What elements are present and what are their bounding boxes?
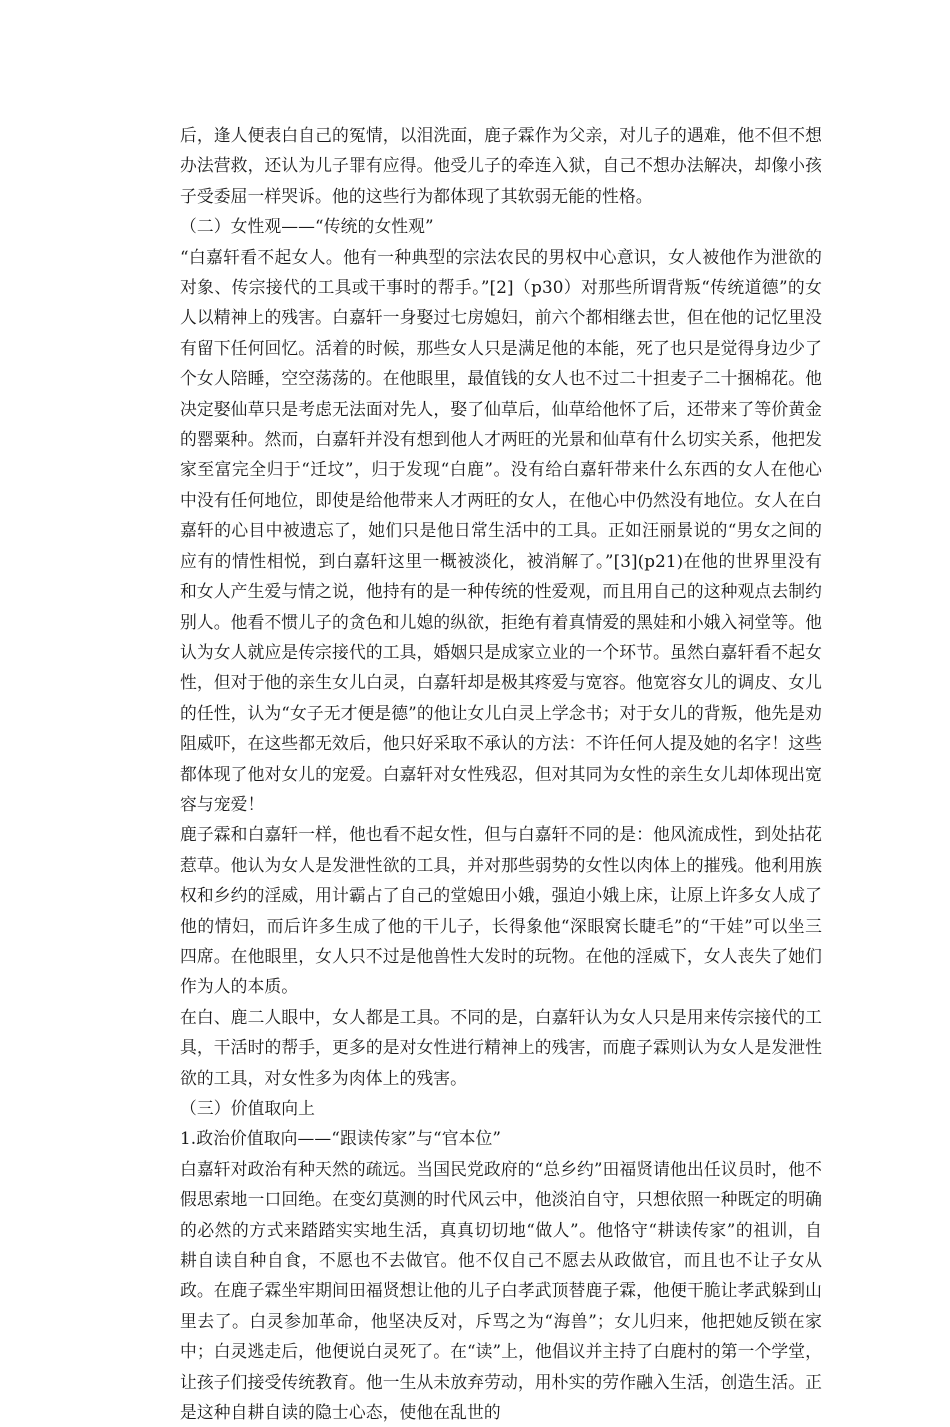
subsection-heading-political: 1.政治价值取向——“跟读传家”与“官本位” [180, 1128, 502, 1149]
section-heading-womens-view: （二）女性观——“传统的女性观” [180, 216, 434, 237]
paragraph-bai-jiaxuan-women: “白嘉轩看不起女人。他有一种典型的宗法农民的男权中心意识，女人被他作为泄欲的对象、传宗接代的工具或干事时的帮手。”[2]（p30）对那些所谓背叛“传统道德”的女人以精神上的残害。白嘉轩一身娶过七房媳妇，前六个都相继去世，但在他的记忆里没有留下任何回忆。活着的时候，那些女人只是满足他的本能，死了也只是觉得身边少了个女人陪睡，空空荡荡的。在他眼里，最值钱的女人也不过二十担麦子二十捆棉花。他决定娶仙草只是考虑无法面对先人，娶了仙草后，仙草给他怀了后，还带来了等价黄金的罂粟种。然而，白嘉轩并没有想到他人才两旺的光景和仙草有什么切实关系，他把发家至富完全归于“迁坟”，归于发现“白鹿”。没有给白嘉轩带来什么东西的女人在他心中没有任何地位，即使是给他带来人才两旺的女人，在他心中仍然没有地位。女人在白嘉轩的心目中被遗忘了，她们只是他日常生活中的工具。正如汪丽景说的“男女之间的应有的情性相悦，到白嘉轩这里一概被淡化，被消解了。”[3](p21)在他的世界里没有和女人产生爱与情之说，他持有的是一种传统的性爱观，而且用自己的这种观点去制约别人。他看不惯儿子的贪色和儿媳的纵欲，拒绝有着真情爱的黑娃和小娥入祠堂等。他认为女人就应是传宗接代的工具，婚姻只是成家立业的一个环节。虽然白嘉轩看不起女性，但对于他的亲生女儿白灵，白嘉轩却是极其疼爱与宽容。他宽容女儿的调皮、女儿的任性，认为“女子无才便是德”的他让女儿白灵上学念书；对于女儿的背叛，他先是劝阻威吓，在这些都无效后，他只好采取不承认的方法：不许任何人提及她的名字！这些都体现了他对女儿的宠爱。白嘉轩对女性残忍，但对其同为女性的亲生女儿却体现出宽容与宠爱！ [180, 246, 822, 814]
paragraph-continuation: 后，逢人便表白自己的冤情，以泪洗面，鹿子霖作为父亲，对儿子的遇难，他不但不想办法营救，还认为儿子罪有应得。他受儿子的牵连入狱，自己不想办法解决，却像小孩子受委屈一样哭诉。他的这些行为都体现了其软弱无能的性格。 [180, 125, 822, 206]
paragraph-political-values: 白嘉轩对政治有种天然的疏远。当国民党政府的“总乡约”田福贤请他出任议员时，他不假思索地一口回绝。在变幻莫测的时代风云中，他淡泊自守，只想依照一种既定的明确的必然的方式来踏踏实实地生活，真真切切地“做人”。他恪守“耕读传家”的祖训，自耕自读自种自食，不愿也不去做官。他不仅自己不愿去从政做官，而且也不让子女从政。在鹿子霖坐牢期间田福贤想让他的儿子白孝武顶替鹿子霖，他便干脆让孝武躲到山里去了。白灵参加革命，他坚决反对，斥骂之为“海兽”；女儿归来，他把她反锁在家中；白灵逃走后，他便说白灵死了。在“读”上，他倡议并主持了白鹿村的第一个学堂，让孩子们接受传统教育。他一生从未放弃劳动，用朴实的劳作融入生活，创造生活。正是这种自耕自读的隐士心态，使他在乱世的 [180, 1158, 822, 1423]
document-body [180, 120, 822, 1427]
paragraph-lu-zilin-women: 鹿子霖和白嘉轩一样，他也看不起女性，但与白嘉轩不同的是：他风流成性，到处拈花惹草。他认为女人是发泄性欲的工具，并对那些弱势的女性以肉体上的摧残。他利用族权和乡约的淫威，用计霸占了自己的堂媳田小娥，强迫小娥上床，让原上许多女人成了他的情妇，而后许多生成了他的干儿子，长得象他“深眼窝长睫毛”的“干娃”可以坐三四席。在他眼里，女人只不过是他兽性大发时的玩物。在他的淫威下，女人丧失了她们作为人的本质。 [180, 824, 822, 997]
section-heading-values: （三）价值取向上 [180, 1098, 316, 1118]
paragraph-comparison: 在白、鹿二人眼中，女人都是工具。不同的是，白嘉轩认为女人只是用来传宗接代的工具，干活时的帮手，更多的是对女性进行精神上的残害，而鹿子霖则认为女人是发泄性欲的工具，对女性多为肉体上的残害。 [180, 1006, 822, 1088]
